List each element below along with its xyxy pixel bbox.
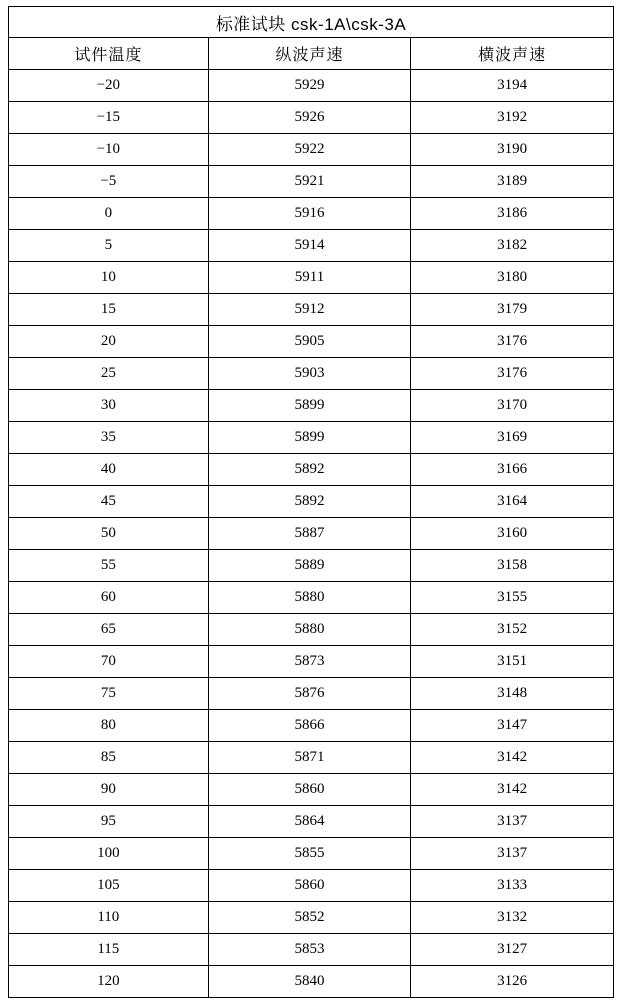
cell-shear-velocity: 3148	[411, 678, 614, 710]
table-row	[9, 870, 614, 902]
table-row	[9, 294, 614, 326]
cell-shear-velocity: 3194	[411, 70, 614, 102]
cell-temperature: 55	[9, 550, 209, 582]
cell-temperature: 0	[9, 198, 209, 230]
table-row	[9, 198, 614, 230]
table-row	[9, 486, 614, 518]
cell-temperature: 35	[9, 422, 209, 454]
cell-longitudinal-velocity: 5871	[208, 742, 411, 774]
cell-shear-velocity: 3127	[411, 934, 614, 966]
column-header-temperature: 试件温度	[9, 38, 209, 70]
cell-longitudinal-velocity: 5899	[208, 390, 411, 422]
cell-longitudinal-velocity: 5860	[208, 774, 411, 806]
table-row	[9, 518, 614, 550]
cell-shear-velocity: 3164	[411, 486, 614, 518]
table-title: 标准试块 csk-1A\csk-3A	[9, 7, 614, 38]
cell-temperature: −10	[9, 134, 209, 166]
cell-longitudinal-velocity: 5840	[208, 966, 411, 998]
cell-longitudinal-velocity: 5866	[208, 710, 411, 742]
cell-temperature: 15	[9, 294, 209, 326]
cell-longitudinal-velocity: 5916	[208, 198, 411, 230]
cell-longitudinal-velocity: 5860	[208, 870, 411, 902]
table-row	[9, 966, 614, 998]
cell-shear-velocity: 3147	[411, 710, 614, 742]
cell-temperature: −5	[9, 166, 209, 198]
cell-shear-velocity: 3142	[411, 742, 614, 774]
cell-longitudinal-velocity: 5903	[208, 358, 411, 390]
table-row	[9, 390, 614, 422]
table-row	[9, 582, 614, 614]
table-row	[9, 358, 614, 390]
cell-temperature: 105	[9, 870, 209, 902]
table-row	[9, 166, 614, 198]
table-row	[9, 710, 614, 742]
cell-longitudinal-velocity: 5876	[208, 678, 411, 710]
cell-shear-velocity: 3192	[411, 102, 614, 134]
table-row	[9, 934, 614, 966]
cell-temperature: 25	[9, 358, 209, 390]
cell-shear-velocity: 3158	[411, 550, 614, 582]
cell-shear-velocity: 3166	[411, 454, 614, 486]
table-row	[9, 70, 614, 102]
table-row	[9, 902, 614, 934]
table-row	[9, 806, 614, 838]
cell-longitudinal-velocity: 5880	[208, 614, 411, 646]
cell-longitudinal-velocity: 5911	[208, 262, 411, 294]
cell-longitudinal-velocity: 5899	[208, 422, 411, 454]
cell-longitudinal-velocity: 5864	[208, 806, 411, 838]
cell-temperature: 100	[9, 838, 209, 870]
cell-shear-velocity: 3169	[411, 422, 614, 454]
cell-shear-velocity: 3179	[411, 294, 614, 326]
cell-temperature: 30	[9, 390, 209, 422]
table-title-row	[9, 7, 614, 38]
cell-longitudinal-velocity: 5914	[208, 230, 411, 262]
cell-longitudinal-velocity: 5892	[208, 486, 411, 518]
cell-temperature: −20	[9, 70, 209, 102]
cell-longitudinal-velocity: 5855	[208, 838, 411, 870]
cell-longitudinal-velocity: 5922	[208, 134, 411, 166]
cell-shear-velocity: 3170	[411, 390, 614, 422]
cell-shear-velocity: 3151	[411, 646, 614, 678]
cell-temperature: 80	[9, 710, 209, 742]
cell-temperature: 60	[9, 582, 209, 614]
table-row	[9, 326, 614, 358]
cell-shear-velocity: 3126	[411, 966, 614, 998]
cell-shear-velocity: 3142	[411, 774, 614, 806]
cell-longitudinal-velocity: 5852	[208, 902, 411, 934]
column-header-shear-velocity: 横波声速	[411, 38, 614, 70]
cell-shear-velocity: 3176	[411, 326, 614, 358]
cell-temperature: 10	[9, 262, 209, 294]
table-row	[9, 774, 614, 806]
cell-shear-velocity: 3160	[411, 518, 614, 550]
column-header-longitudinal-velocity: 纵波声速	[208, 38, 411, 70]
cell-shear-velocity: 3132	[411, 902, 614, 934]
cell-temperature: 120	[9, 966, 209, 998]
cell-temperature: 65	[9, 614, 209, 646]
cell-longitudinal-velocity: 5880	[208, 582, 411, 614]
cell-longitudinal-velocity: 5853	[208, 934, 411, 966]
cell-shear-velocity: 3133	[411, 870, 614, 902]
table-row	[9, 102, 614, 134]
cell-temperature: 75	[9, 678, 209, 710]
cell-longitudinal-velocity: 5926	[208, 102, 411, 134]
cell-shear-velocity: 3186	[411, 198, 614, 230]
cell-temperature: −15	[9, 102, 209, 134]
table-row	[9, 742, 614, 774]
cell-temperature: 50	[9, 518, 209, 550]
cell-temperature: 90	[9, 774, 209, 806]
cell-shear-velocity: 3152	[411, 614, 614, 646]
cell-shear-velocity: 3137	[411, 838, 614, 870]
table-row	[9, 134, 614, 166]
cell-shear-velocity: 3137	[411, 806, 614, 838]
cell-temperature: 20	[9, 326, 209, 358]
cell-temperature: 110	[9, 902, 209, 934]
table-row	[9, 550, 614, 582]
cell-longitudinal-velocity: 5905	[208, 326, 411, 358]
cell-temperature: 40	[9, 454, 209, 486]
cell-shear-velocity: 3155	[411, 582, 614, 614]
cell-shear-velocity: 3176	[411, 358, 614, 390]
table-row	[9, 838, 614, 870]
cell-longitudinal-velocity: 5892	[208, 454, 411, 486]
table-row	[9, 230, 614, 262]
cell-longitudinal-velocity: 5912	[208, 294, 411, 326]
cell-temperature: 85	[9, 742, 209, 774]
cell-shear-velocity: 3180	[411, 262, 614, 294]
cell-longitudinal-velocity: 5889	[208, 550, 411, 582]
cell-temperature: 5	[9, 230, 209, 262]
cell-temperature: 45	[9, 486, 209, 518]
cell-shear-velocity: 3182	[411, 230, 614, 262]
table-row	[9, 262, 614, 294]
cell-longitudinal-velocity: 5873	[208, 646, 411, 678]
sound-velocity-table	[8, 6, 614, 998]
table-row	[9, 678, 614, 710]
cell-temperature: 115	[9, 934, 209, 966]
cell-temperature: 95	[9, 806, 209, 838]
cell-shear-velocity: 3190	[411, 134, 614, 166]
table-header-row	[9, 38, 614, 70]
table-row	[9, 614, 614, 646]
cell-longitudinal-velocity: 5921	[208, 166, 411, 198]
cell-temperature: 70	[9, 646, 209, 678]
table-row	[9, 646, 614, 678]
table-body	[9, 7, 614, 998]
cell-longitudinal-velocity: 5887	[208, 518, 411, 550]
cell-shear-velocity: 3189	[411, 166, 614, 198]
table-row	[9, 454, 614, 486]
table-row	[9, 422, 614, 454]
cell-longitudinal-velocity: 5929	[208, 70, 411, 102]
